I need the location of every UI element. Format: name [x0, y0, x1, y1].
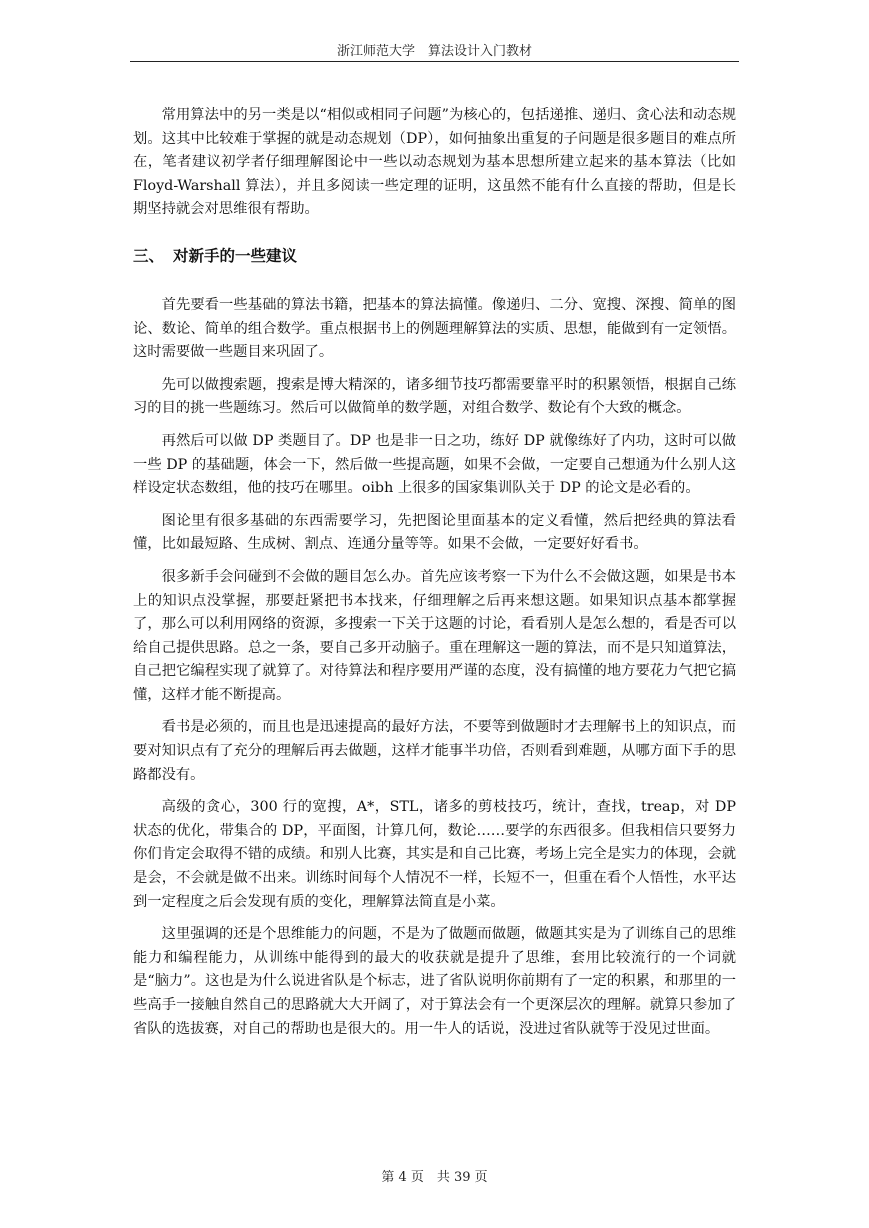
body-paragraph: 这里强调的还是个思维能力的问题，不是为了做题而做题，做题其实是为了训练自己的思维能力和编程能力，从训练中能得到的最大的收获就是提升了思维，套用比较流行的一个词就是“脑力”。这也是为什么说进省队是个标志，进了省队说明你前期有了一定的积累，和那里的一些高手一接触自然自己的思路就大大开阔了，对于算法会有一个更深层次的理解。就算只参加了省队的选拔赛，对自己的帮助也是很大的。用一牛人的话说，没进过省队就等于没见过世面。 — [133, 926, 736, 1037]
body-paragraph: 看书是必须的，而且也是迅速提高的最好方法，不要等到做题时才去理解书上的知识点，而要对知识点有了充分的理解后再去做题，这样才能事半功倍，否则看到难题，从哪方面下手的思路都没有。 — [133, 719, 736, 783]
section-number: 三、 — [133, 246, 165, 265]
body-paragraph: 先可以做搜索题，搜索是博大精深的，诸多细节技巧都需要靠平时的积累领悟，根据自己练习的目的挑一些题练习。然后可以做简单的数学题，对组合数学、数论有个大致的概念。 — [133, 376, 736, 417]
page-number-footer: 第 4 页 共 39 页 — [381, 1170, 488, 1185]
body-paragraph: 再然后可以做 DP 类题目了。DP 也是非一日之功，练好 DP 就像练好了内功，这时可以做一些 DP 的基础题，体会一下，然后做一些提高题，如果不会做，一定要自己想通为什么别人这样设定状态数组，他的技巧在哪里。oibh 上很多的国家集训队关于 DP 的论文是必看的。 — [133, 432, 736, 497]
body-paragraph: 首先要看一些基础的算法书籍，把基本的算法搞懂。像递归、二分、宽搜、深搜、简单的图论、数论、简单的组合数学。重点根据书上的例题理解算法的实质、思想，能做到有一定领悟。这时需要做一些题目来巩固了。 — [133, 296, 736, 361]
body-paragraph: 图论里有很多基础的东西需要学习，先把图论里面基本的定义看懂，然后把经典的算法看懂，比如最短路、生成树、割点、连通分量等等。如果不会做，一定要好好看书。 — [133, 512, 736, 553]
section-heading — [133, 245, 736, 267]
header-divider — [130, 61, 739, 62]
section-title: 对新手的一些建议 — [173, 246, 298, 265]
running-header: 浙江师范大学 算法设计入门教材 — [336, 44, 532, 59]
body-paragraph: 高级的贪心，300 行的宽搜，A*，STL，诸多的剪枝技巧，统计，查找，treap，对 DP 状态的优化，带集合的 DP，平面图，计算几何，数论……要学的东西很多。但我相信只要努力你们肯定会取得不错的成绩。和别人比赛，其实是和自己比赛，考场上完全是实力的体现，会就是会，不会就是做不出来。训练时间每个人情况不一样，长短不一，但重在看个人悟性，水平达到一定程度之后会发现有质的变化，理解算法简直是小菜。 — [133, 799, 736, 910]
body-paragraph: 很多新手会问碰到不会做的题目怎么办。首先应该考察一下为什么不会做这题，如果是书本上的知识点没掌握，那要赶紧把书本找来，仔细理解之后再来想这题。如果知识点基本都掌握了，那么可以利用网络的资源，多搜索一下关于这题的讨论，看看别人是怎么想的，看是否可以给自己提供思路。总之一条，要自己多开动脑子。重在理解这一题的算法，而不是只知道算法，自己把它编程实现了就算了。对待算法和程序要用严谨的态度，没有搞懂的地方要花力气把它搞懂，这样才能不断提高。 — [133, 568, 736, 703]
intro-paragraph: 常用算法中的另一类是以“相似或相同子问题”为核心的，包括递推、递归、贪心法和动态规划。这其中比较难于掌握的就是动态规划（DP），如何抽象出重复的子问题是很多题目的难点所在，笔者建议初学者仔细理解图论中一些以动态规划为基本思想所建立起来的基本算法（比如 Floyd-Warshall 算法），并且多阅读一些定理的证明，这虽然不能有什么直接的帮助，但是长期坚持就会对思维很有帮助。 — [133, 107, 736, 218]
page-body — [133, 104, 736, 1050]
